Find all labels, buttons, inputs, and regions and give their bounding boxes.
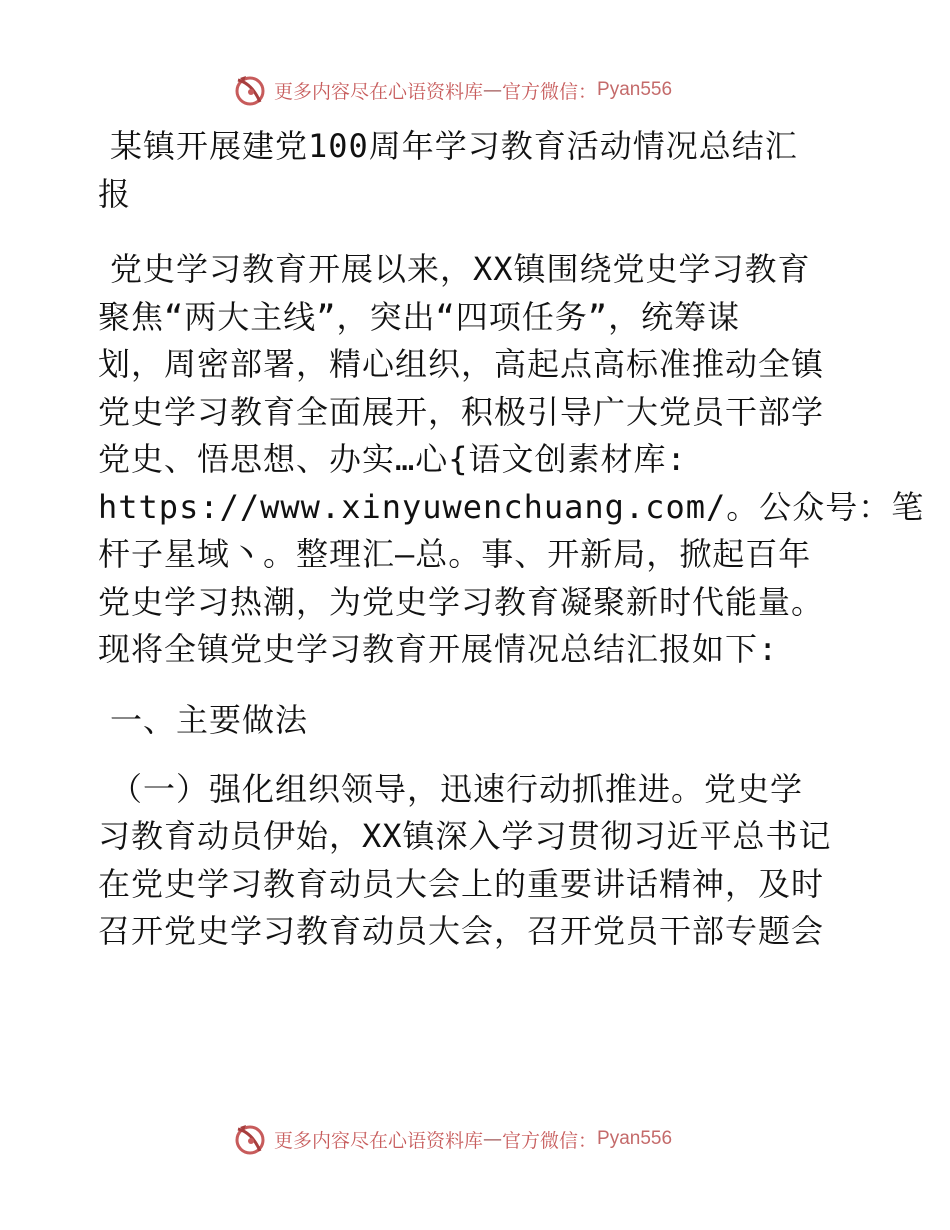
header-banner (232, 70, 712, 110)
paragraph-line: 党史学习热潮，为党史学习教育凝聚新时代能量。 (98, 582, 825, 621)
paragraph-line: https://www.xinyuwenchuang.com/。公众号：笔 (98, 487, 925, 526)
title-line: 报 (98, 175, 132, 213)
section-heading: 一、主要做法 (110, 700, 309, 739)
quill-pen-logo-icon (232, 1121, 268, 1157)
banner-separator: — (483, 1128, 503, 1150)
document-body (98, 122, 925, 978)
paragraph-line: 习教育动员伊始，XX镇深入学习贯彻习近平总书记 (98, 817, 832, 855)
paragraph-line: 现将全镇党史学习教育开展情况总结汇报如下: (98, 630, 779, 668)
banner-wechat-id: Pyan556 (597, 79, 673, 100)
paragraph-line: 划，周密部署，精心组织，高起点高标准推动全镇 (98, 345, 825, 383)
paragraph-line: （一）强化组织领导，迅速行动抓推进。党史学 (110, 769, 804, 808)
banner-wechat-label: 官方微信： (502, 1129, 598, 1152)
paragraph-line: 在党史学习教育动员大会上的重要讲话精神，及时 (98, 864, 825, 903)
banner-text: 更多内容尽在心语资料库 (274, 80, 484, 103)
paragraph-line: 党史、悟思想、办实…心{语文创素材库: (98, 440, 687, 478)
paragraph-line: 召开党史学习教育动员大会，召开党员干部专题会 (98, 912, 825, 950)
paragraph-line: 杆子星域丶。整理汇—总。事、开新局，掀起百年 (98, 535, 812, 573)
banner-wechat-label: 官方微信： (502, 80, 598, 103)
intro-paragraph (98, 246, 925, 674)
document-title (98, 122, 858, 218)
section-1-paragraph (98, 766, 858, 956)
footer-banner (232, 1119, 712, 1159)
banner-separator: — (483, 79, 503, 101)
banner-wechat-id: Pyan556 (597, 1128, 673, 1149)
banner-text: 更多内容尽在心语资料库 (274, 1129, 484, 1152)
paragraph-line: 聚焦“两大主线”，突出“四项任务”，统筹谋 (98, 297, 741, 336)
title-line: 某镇开展建党100周年学习教育活动情况总结汇 (110, 127, 798, 165)
paragraph-line: 党史学习教育开展以来，XX镇围绕党史学习教育 (110, 250, 811, 288)
quill-pen-logo-icon (232, 72, 268, 108)
paragraph-line: 党史学习教育全面展开，积极引导广大党员干部学 (98, 392, 825, 431)
